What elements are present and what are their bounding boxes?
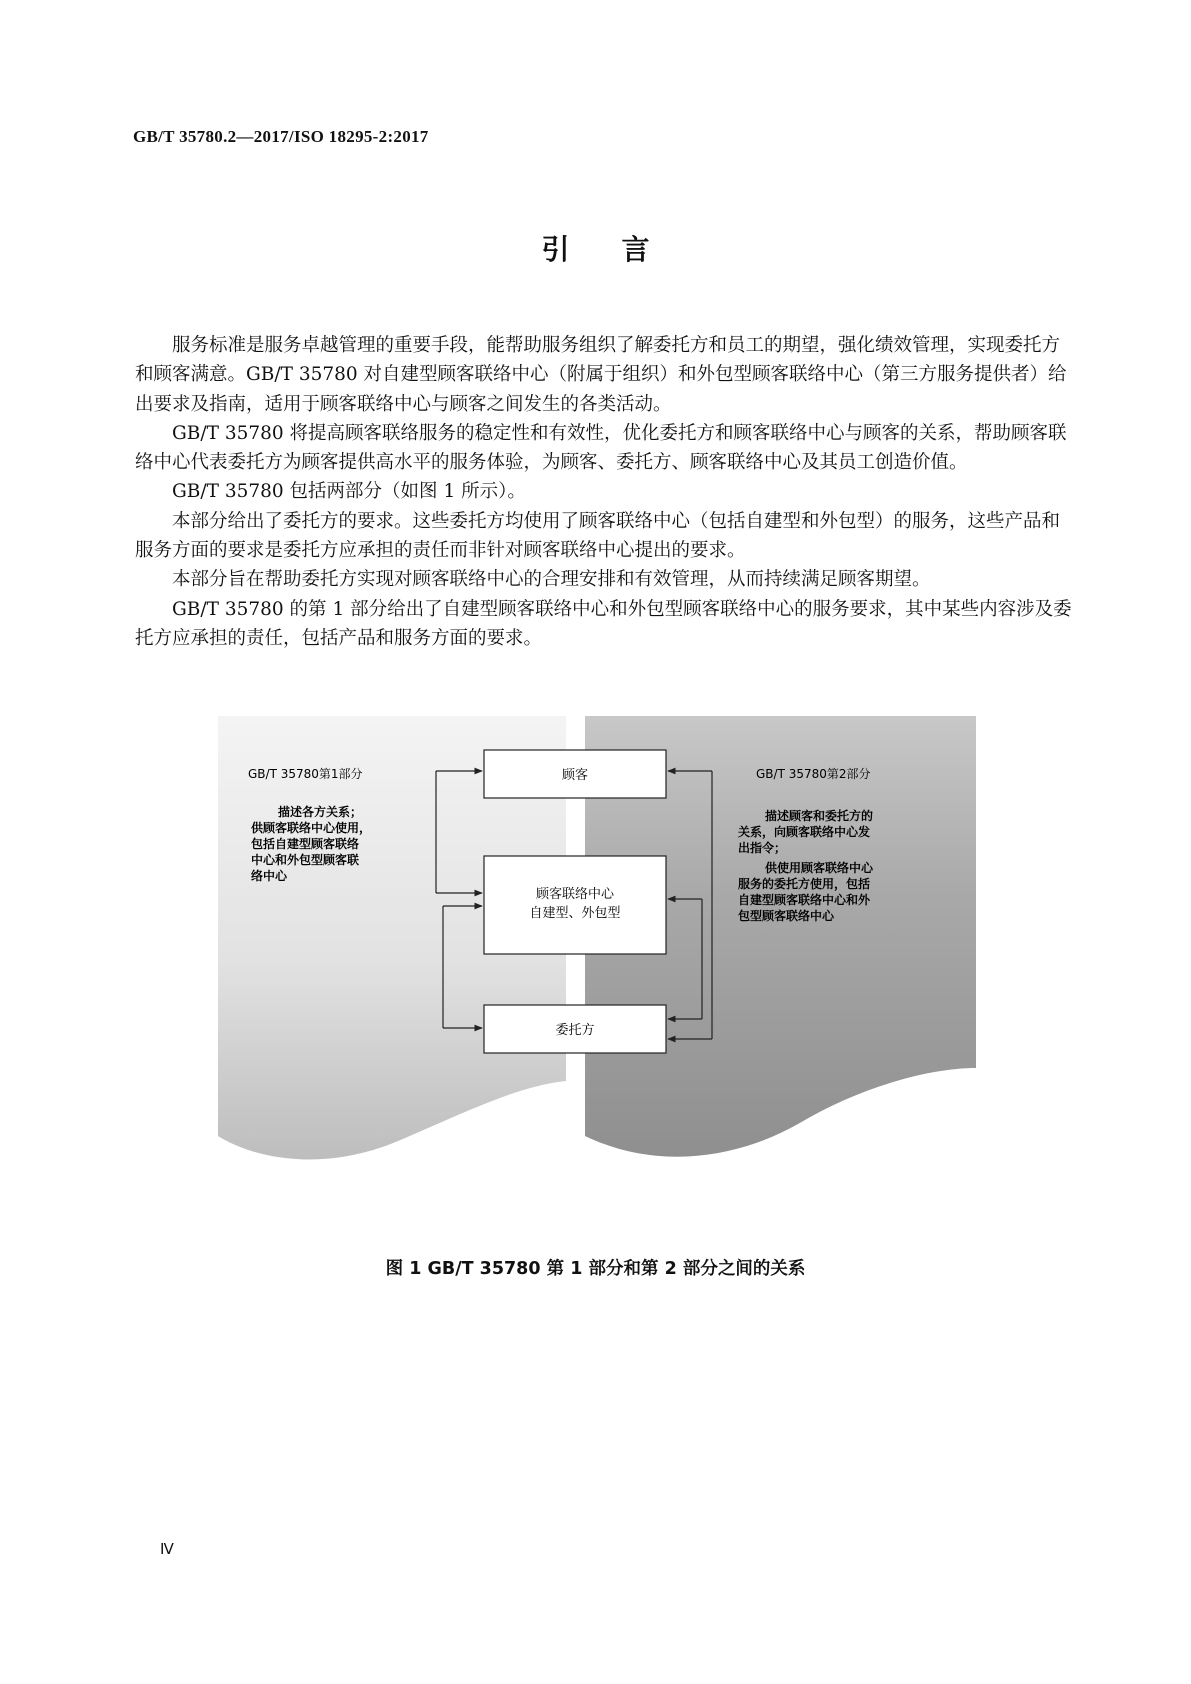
page-title: 引言 bbox=[541, 233, 702, 266]
standard-number-header: GB/T 35780.2—2017/ISO 18295-2:2017 bbox=[133, 127, 429, 146]
contact-center-box bbox=[484, 856, 666, 954]
left-desc-line: 描述各方关系； bbox=[278, 805, 363, 819]
right-desc-line: 供使用顾客联络中心 bbox=[765, 861, 874, 875]
figure-1 bbox=[218, 716, 976, 1186]
contact-center-box-sublabel: 自建型、外包型 bbox=[529, 906, 621, 921]
left-desc-line: 包括自建型顾客联络 bbox=[251, 837, 360, 851]
left-desc-line: 络中心 bbox=[251, 869, 288, 883]
relationship-diagram bbox=[218, 716, 976, 1186]
contact-center-box-label: 顾客联络中心 bbox=[535, 887, 615, 902]
right-desc-line: 包型顾客联络中心 bbox=[738, 909, 835, 923]
right-desc-line: 关系，向顾客联络中心发 bbox=[738, 825, 871, 839]
page-number: Ⅳ bbox=[160, 1542, 174, 1558]
right-panel-title: GB/T 35780第2部分 bbox=[756, 767, 871, 781]
right-desc-line: 自建型顾客联络中心和外 bbox=[738, 893, 871, 907]
left-desc-line: 中心和外包型顾客联 bbox=[251, 853, 360, 867]
figure-caption: 图 1 GB/T 35780 第 1 部分和第 2 部分之间的关系 bbox=[385, 1259, 806, 1279]
client-box-label: 委托方 bbox=[555, 1023, 595, 1038]
body-text bbox=[135, 331, 1075, 653]
right-desc-line: 服务的委托方使用，包括 bbox=[738, 877, 871, 891]
paragraph-1: 服务标准是服务卓越管理的重要手段，能帮助服务组织了解委托方和员工的期望，强化绩效管理，实现委托方和顾客满意。GB/T 35780 对自建型顾客联络中心（附属于组织）和外包型顾客联络中心（第三方服务提供者）给出要求及指南，适用于顾客联络中心与顾客之间发生的各类活动。 bbox=[135, 335, 1067, 415]
paragraph-6: GB/T 35780 的第 1 部分给出了自建型顾客联络中心和外包型顾客联络中心的服务要求，其中某些内容涉及委托方应承担的责任，包括产品和服务方面的要求。 bbox=[135, 598, 1072, 649]
right-desc-line: 描述顾客和委托方的 bbox=[765, 809, 874, 823]
left-panel-title: GB/T 35780第1部分 bbox=[248, 767, 363, 781]
left-desc-line: 供顾客联络中心使用， bbox=[251, 821, 372, 835]
paragraph-2: GB/T 35780 将提高顾客联络服务的稳定性和有效性，优化委托方和顾客联络中心与顾客的关系，帮助顾客联络中心代表委托方为顾客提供高水平的服务体验，为顾客、委托方、顾客联络中心及其员工创造价值。 bbox=[135, 422, 1067, 474]
paragraph-5: 本部分旨在帮助委托方实现对顾客联络中心的合理安排和有效管理，从而持续满足顾客期望。 bbox=[172, 569, 931, 591]
customer-box-label: 顾客 bbox=[561, 768, 589, 783]
paragraph-4: 本部分给出了委托方的要求。这些委托方均使用了顾客联络中心（包括自建型和外包型）的服务，这些产品和服务方面的要求是委托方应承担的责任而非针对顾客联络中心提出的要求。 bbox=[135, 510, 1061, 562]
paragraph-3: GB/T 35780 包括两部分（如图 1 所示）。 bbox=[172, 481, 526, 503]
right-desc-line: 出指令； bbox=[738, 841, 787, 855]
